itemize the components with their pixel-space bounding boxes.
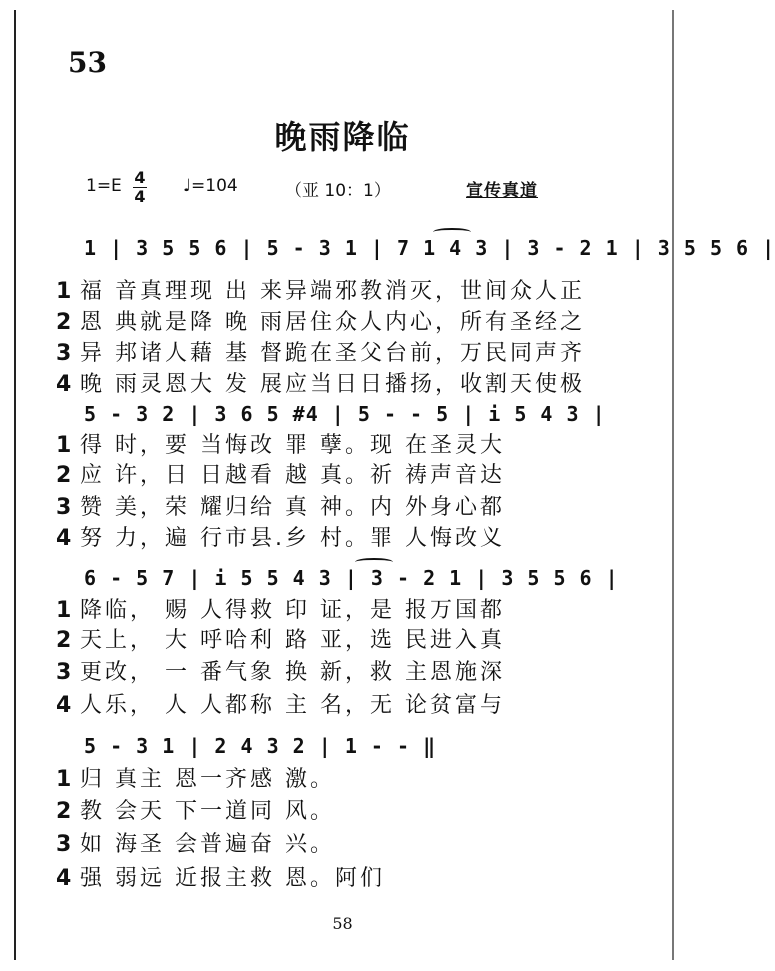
verse-number: 1 — [56, 279, 75, 304]
lyric-line — [56, 274, 585, 305]
lyric-text: 应 许，日 日越看 越 真。祈 祷声音达 — [80, 463, 505, 488]
lyric-text: 得 时，要 当悔改 罪 孽。现 在圣灵大 — [80, 433, 505, 458]
time-signature-bottom: 4 — [134, 187, 146, 206]
lyric-text: 更改， 一 番气象 换 新，救 主恩施深 — [80, 660, 505, 685]
verse-number: 1 — [56, 433, 75, 458]
lyric-text: 赞 美，荣 耀归给 真 神。内 外身心都 — [80, 495, 505, 520]
verse-number: 4 — [56, 372, 75, 397]
tempo-marking: ♩=104 — [183, 176, 238, 196]
lyric-line — [56, 490, 505, 521]
verse-number: 3 — [56, 832, 75, 857]
lyric-line — [56, 367, 585, 398]
scripture-reference: （亚 10：1） — [285, 181, 391, 201]
notation-line-4: 5 - 3 1 | 2 4 3 2 | 1 - - ‖ — [84, 734, 437, 758]
key-signature: 1=E — [86, 176, 122, 196]
lyric-line — [56, 336, 585, 367]
lyric-line — [56, 521, 505, 552]
lyric-text: 强 弱远 近报主救 恩。阿们 — [80, 866, 385, 891]
lyric-line — [56, 428, 505, 459]
notation-line-1: 1 | 3 5 5 6 | 5 - 3 1 | 7 1 4 3 | 3 - 2 1 | 3 5 5 6 | — [84, 236, 775, 260]
verse-number: 4 — [56, 526, 75, 551]
verse-number: 3 — [56, 495, 75, 520]
lyric-line — [56, 794, 335, 825]
lyric-text: 异 邦诸人藉 基 督跪在圣父台前，万民同声齐 — [80, 341, 585, 366]
lyric-text: 教 会天 下一道同 风。 — [80, 799, 335, 824]
lyric-text: 归 真主 恩一齐感 激。 — [80, 767, 335, 792]
lyric-line — [56, 458, 505, 489]
verse-number: 3 — [56, 660, 75, 685]
lyric-text: 人乐， 人 人都称 主 名，无 论贫富与 — [80, 693, 505, 718]
lyric-line — [56, 762, 335, 793]
verse-number: 4 — [56, 866, 75, 891]
verse-number: 1 — [56, 598, 75, 623]
lyric-line — [56, 623, 505, 654]
verse-number: 1 — [56, 767, 75, 792]
verse-number: 2 — [56, 799, 75, 824]
tie-mark — [433, 228, 471, 236]
notation-line-3: 6 - 5 7 | i 5 5 4 3 | 3 - 2 1 | 3 5 5 6 | — [84, 566, 619, 590]
lyric-line — [56, 827, 335, 858]
time-signature — [133, 170, 147, 205]
verse-number: 3 — [56, 341, 75, 366]
lyric-text: 恩 典就是降 晚 雨居住众人内心，所有圣经之 — [80, 310, 585, 335]
verse-number: 4 — [56, 693, 75, 718]
lyric-text: 如 海圣 会普遍奋 兴。 — [80, 832, 335, 857]
verse-number: 2 — [56, 310, 75, 335]
lyric-text: 降临， 赐 人得救 印 证，是 报万国都 — [80, 598, 505, 623]
lyric-line — [56, 305, 585, 336]
hymn-title: 晚雨降临 — [274, 118, 411, 156]
time-signature-top: 4 — [134, 168, 146, 187]
lyric-text: 努 力，遍 行市县.乡 村。罪 人悔改义 — [80, 526, 505, 551]
page-number: 58 — [332, 914, 353, 933]
tie-mark — [355, 558, 393, 566]
lyric-text: 晚 雨灵恩大 发 展应当日日播扬，收割天使极 — [80, 372, 585, 397]
lyric-line — [56, 593, 505, 624]
notation-line-2: 5 - 3 2 | 3 6 5 #4 | 5 - - 5 | i 5 4 3 | — [84, 402, 606, 426]
lyric-text: 福 音真理现 出 来异端邪教消灭，世间众人正 — [80, 279, 585, 304]
lyric-line — [56, 861, 385, 892]
hymn-number: 53 — [68, 46, 107, 79]
verse-number: 2 — [56, 628, 75, 653]
lyric-line — [56, 688, 505, 719]
lyric-text: 天上， 大 呼哈利 路 亚，选 民进入真 — [80, 628, 505, 653]
category-label: 宣传真道 — [466, 181, 538, 201]
verse-number: 2 — [56, 463, 75, 488]
lyric-line — [56, 655, 505, 686]
